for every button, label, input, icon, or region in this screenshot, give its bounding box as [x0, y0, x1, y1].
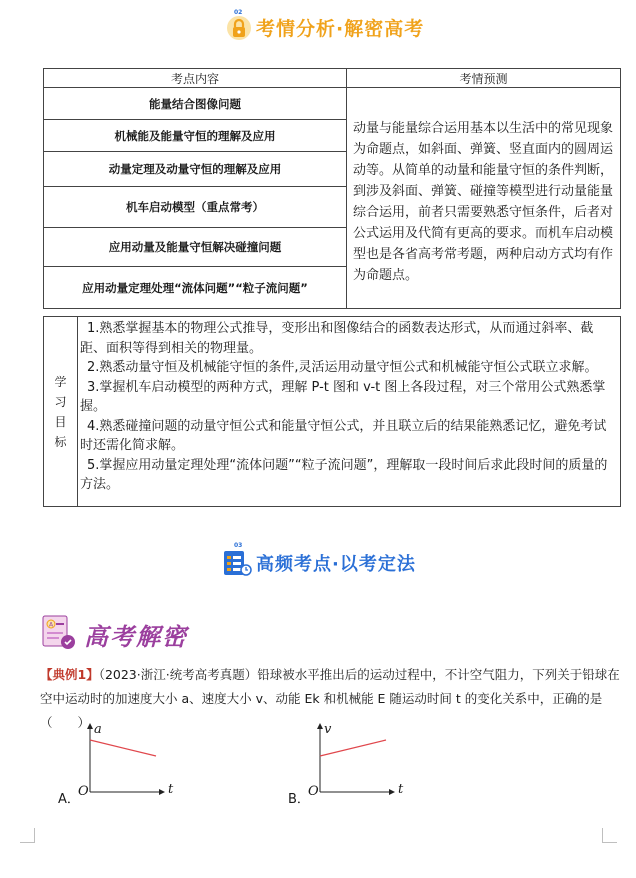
topic-cell: 能量结合图像问题: [44, 88, 347, 120]
section-header-gaokao: [40, 612, 188, 656]
goal-item: 4.熟悉碰撞问题的动量守恒公式和能量守恒公式，并且联立后的结果能熟悉记忆，避免考试时还需化简求解。: [80, 418, 607, 453]
document-icon: [40, 612, 78, 656]
prediction-text: 动量与能量综合运用基本以生活中的常见现象为命题点，如斜面、弹簧、竖直面内的圆周运动等。从简单的动量和能量守恒的条件判断，到涉及斜面、弹簧、碰撞等模型进行动量能量综合运用，前者只需要熟悉守恒条件，后者对公式运用及代简有更高的要求。而机车启动模型也是各省高考常考题，两种启动方式均有作为命题点。: [353, 121, 614, 283]
series-line: [320, 740, 386, 756]
goal-item: 3.掌握机车启动模型的两种方式，理解 P-t 图和 v-t 图上各段过程，对三个常用公式熟悉掌握。: [80, 379, 606, 414]
prediction-cell: [347, 88, 621, 309]
crop-mark: [602, 828, 617, 843]
topic-cell: 机车启动模型（重点常考）: [44, 187, 347, 228]
topic-cell: 机械能及能量守恒的理解及应用: [44, 120, 347, 152]
series-line: [90, 740, 156, 756]
section-title: 考情分析·解密高考: [256, 18, 425, 40]
checklist-icon: [222, 542, 252, 578]
goal-item: 5.掌握应用动量定理处理“流体问题”“粒子流问题”，理解取一段时间后求此段时间的质量的方法。: [80, 457, 608, 492]
col-header-topics: 考点内容: [44, 69, 347, 88]
goal-label-char: 学: [54, 374, 67, 389]
graph-a: [56, 722, 186, 812]
section-title: 高考解密: [84, 622, 188, 651]
goal-label-char: 习: [54, 394, 67, 409]
graph-b: [286, 722, 416, 812]
exam-analysis-table: [43, 68, 621, 309]
learning-goals-table: [43, 316, 621, 507]
topic-cell: 动量定理及动量守恒的理解及应用: [44, 152, 347, 187]
question-text: 铅球被水平推出后的运动过程中，不计空气阻力，下列关于铅球在空中运动时的加速度大小 a、速度大小 v、动能 Ek 和机械能 E 随运动时间 t 的变化关系中，正确的是（ ）: [40, 667, 620, 730]
goal-label: [44, 317, 78, 507]
svg-text:A: A: [49, 621, 54, 629]
origin-label: O: [308, 784, 319, 799]
goal-item: 1.熟悉掌握基本的物理公式推导，变形出和图像结合的函数表达形式，从而通过斜率、截距、面积等得到相关的物理量。: [80, 321, 594, 356]
option-label: B．: [288, 792, 310, 807]
y-axis-label: v: [324, 722, 332, 737]
y-axis-label: a: [94, 722, 102, 737]
lock-icon: [226, 8, 252, 41]
question-label: 【典例1】: [40, 667, 99, 682]
goals-list: [78, 317, 621, 507]
x-axis-label: t: [168, 782, 174, 797]
section-header-gaopin: [222, 542, 416, 578]
col-header-prediction: 考情预测: [347, 69, 621, 88]
section-title: 高频考点·以考定法: [256, 554, 416, 575]
x-axis-label: t: [398, 782, 404, 797]
crop-mark: [20, 828, 35, 843]
topic-cell: 应用动量及能量守恒解决碰撞问题: [44, 228, 347, 267]
goal-label-char: 标: [54, 434, 67, 449]
option-label: A．: [58, 792, 80, 807]
goal-item: 2.熟悉动量守恒及机械能守恒的条件,灵活运用动量守恒公式和机械能守恒公式联立求解。: [87, 360, 598, 375]
topic-cell: 应用动量定理处理“流体问题”“粒子流问题”: [44, 267, 347, 309]
goal-label-char: 目: [54, 414, 67, 429]
origin-label: O: [78, 784, 89, 799]
section-number: 02: [234, 8, 243, 16]
section-header-kaoqing: [226, 8, 425, 41]
section-number: 03: [234, 542, 243, 549]
question-source: （2023·浙江·统考高考真题）: [98, 667, 258, 682]
